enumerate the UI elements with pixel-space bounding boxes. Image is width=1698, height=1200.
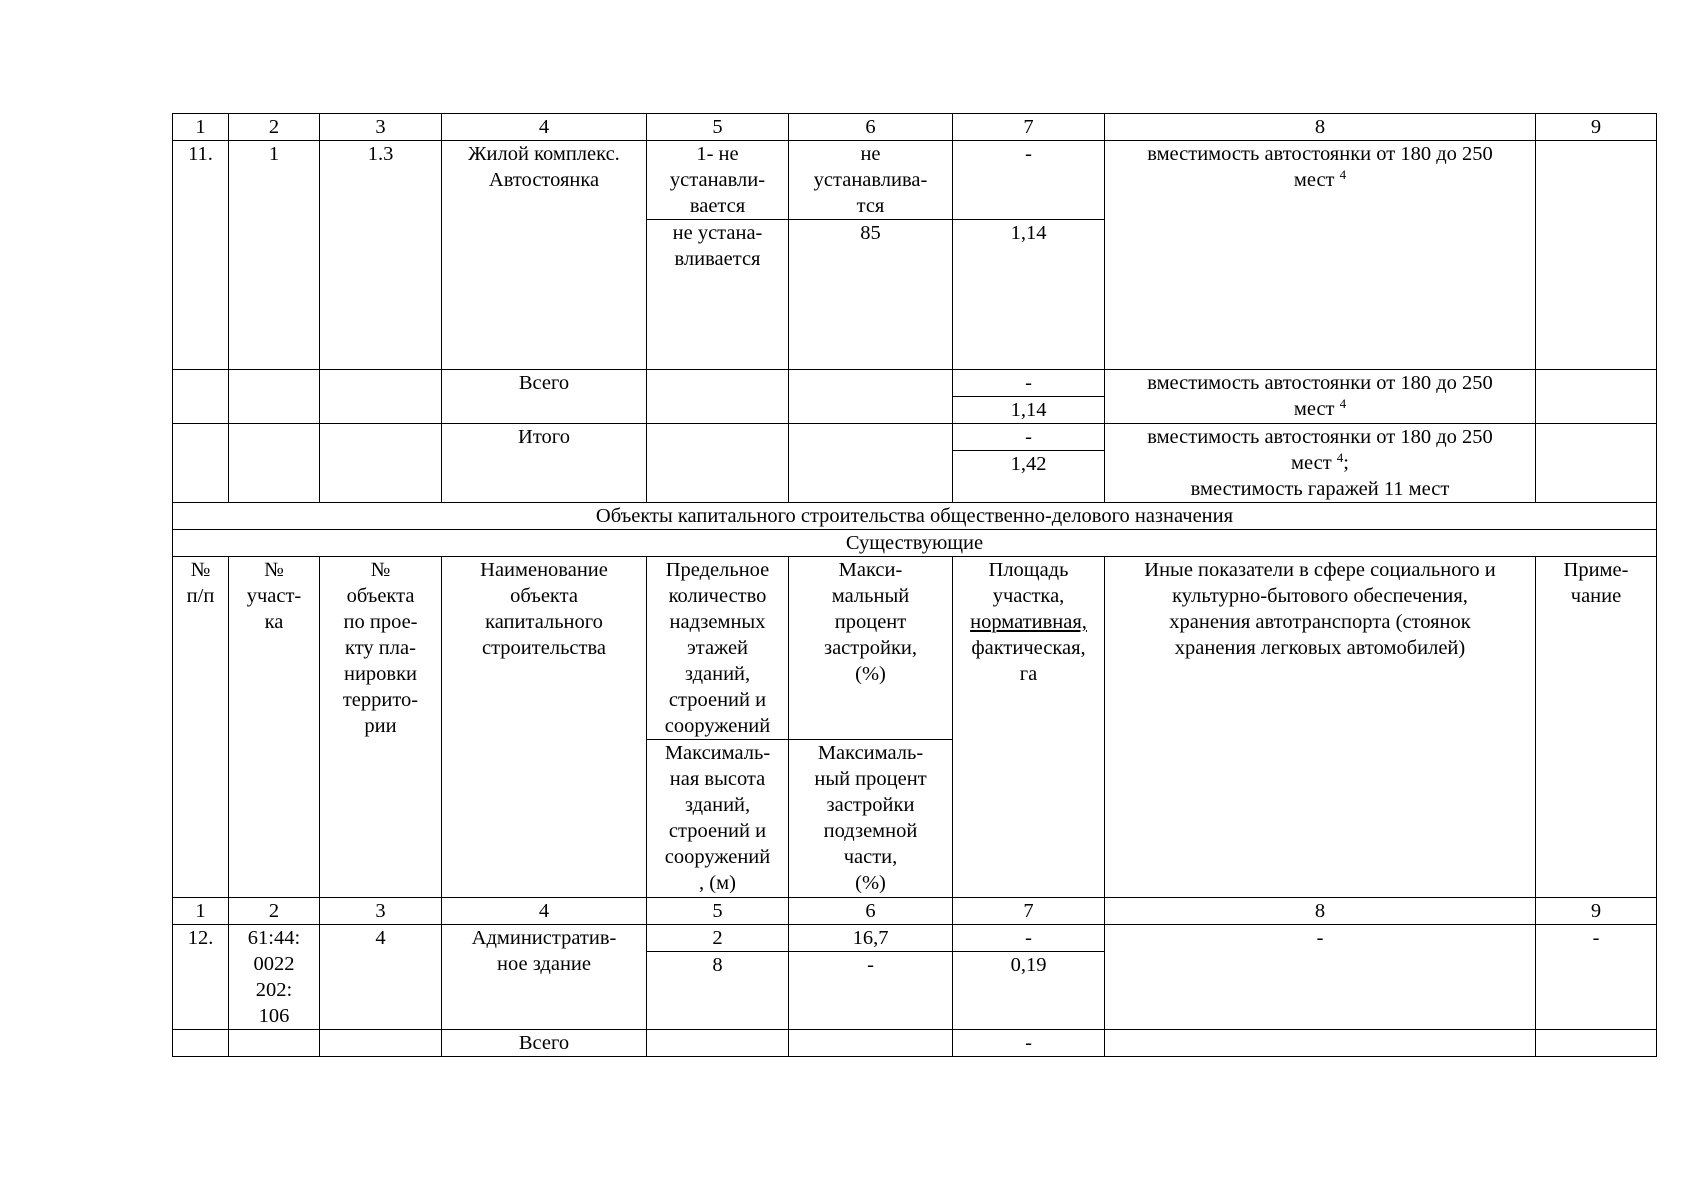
footnote-ref: 4 [1336,450,1344,465]
area-actual: 1,14 [953,397,1105,424]
plot-number: 1 [229,141,320,370]
area-normative: - [953,424,1105,451]
other-indicators: вместимость автостоянки от 180 до 250 мест $^4$; вместимость гаражей 11 мест [1105,424,1536,503]
column-number: 2 [229,898,320,925]
header-col-1: № п/п [173,557,229,898]
note [1536,141,1657,370]
object-number: 1.3 [320,141,442,370]
column-number: 9 [1536,114,1657,141]
column-number: 4 [442,898,647,925]
area-actual: 1,42 [953,451,1105,503]
header-col-2: № участ- ка [229,557,320,898]
column-number: 9 [1536,898,1657,925]
total-row-2 [173,1030,1657,1057]
column-number: 3 [320,898,442,925]
note: - [1536,925,1657,1030]
column-number: 7 [953,114,1105,141]
row-number: 11. [173,141,229,370]
column-number-row [173,114,1657,141]
total-label: Всего [442,370,647,424]
header-col-6-bottom: Максималь- ный процент застройки подземной части, (%) [789,740,953,898]
max-floors: 2 [647,925,789,952]
header-col-9: Приме- чание [1536,557,1657,898]
object-name: Административ- ное здание [442,925,647,1030]
column-number: 3 [320,114,442,141]
total-label: Всего [442,1030,647,1057]
plot-number: 61:44: 0022 202: 106 [229,925,320,1030]
row-number: 12. [173,925,229,1030]
max-build-percent: 16,7 [789,925,953,952]
other-indicators: вместимость автостоянки от 180 до 250 мест $^4$ [1105,370,1536,424]
subsection-title-row [173,530,1657,557]
column-number: 2 [229,114,320,141]
section-title-row [173,503,1657,530]
footnote-ref: 4 [1339,396,1347,411]
column-number: 6 [789,898,953,925]
header-col-8: Иные показатели в сфере социального и культурно-бытового обеспечения, хранения автотранспорта (стоянок хранения легковых автомобилей) [1105,557,1536,898]
table-row-12 [173,925,1657,952]
header-col-3: № объекта по прое- кту пла- нировки террито- рии [320,557,442,898]
underground-percent: - [789,952,953,1030]
subsection-title: Существующие [173,530,1657,557]
table-row-11 [173,141,1657,220]
header-col-6-top: Макси- мальный процент застройки, (%) [789,557,953,740]
other-indicators: - [1105,925,1536,1030]
object-number: 4 [320,925,442,1030]
max-height: не устана- вливается [647,220,789,370]
column-number: 5 [647,898,789,925]
column-number-row [173,898,1657,925]
area-actual: 1,14 [953,220,1105,370]
column-number: 1 [173,114,229,141]
other-indicators: вместимость автостоянки от 180 до 250 мест $^4$ [1105,141,1536,370]
total-row [173,370,1657,397]
column-number: 1 [173,898,229,925]
column-number: 5 [647,114,789,141]
column-number: 8 [1105,898,1536,925]
section-title: Объекты капитального строительства общественно-делового назначения [173,503,1657,530]
area-normative: - [953,370,1105,397]
header-row [173,557,1657,740]
header-col-5-bottom: Максималь- ная высота зданий, строений и сооружений , (м) [647,740,789,898]
area-normative: - [953,141,1105,220]
column-number: 4 [442,114,647,141]
header-col-4: Наименование объекта капитального строительства [442,557,647,898]
area-actual: 0,19 [953,952,1105,1030]
header-col-5-top: Предельное количество надземных этажей зданий, строений и сооружений [647,557,789,740]
footnote-ref: 4 [1339,167,1347,182]
planning-table [172,113,1657,1057]
area-normative: - [953,925,1105,952]
max-build-percent: не устанавлива- тся [789,141,953,220]
object-name: Жилой комплекс. Автостоянка [442,141,647,370]
max-height: 8 [647,952,789,1030]
column-number: 6 [789,114,953,141]
header-col-7: Площадь участка, нормативная, фактическая, га [953,557,1105,898]
column-number: 8 [1105,114,1536,141]
grand-total-row [173,424,1657,451]
max-floors: 1- не устанавли- вается [647,141,789,220]
underground-percent: 85 [789,220,953,370]
grand-total-label: Итого [442,424,647,503]
column-number: 7 [953,898,1105,925]
area-normative: - [953,1030,1105,1057]
